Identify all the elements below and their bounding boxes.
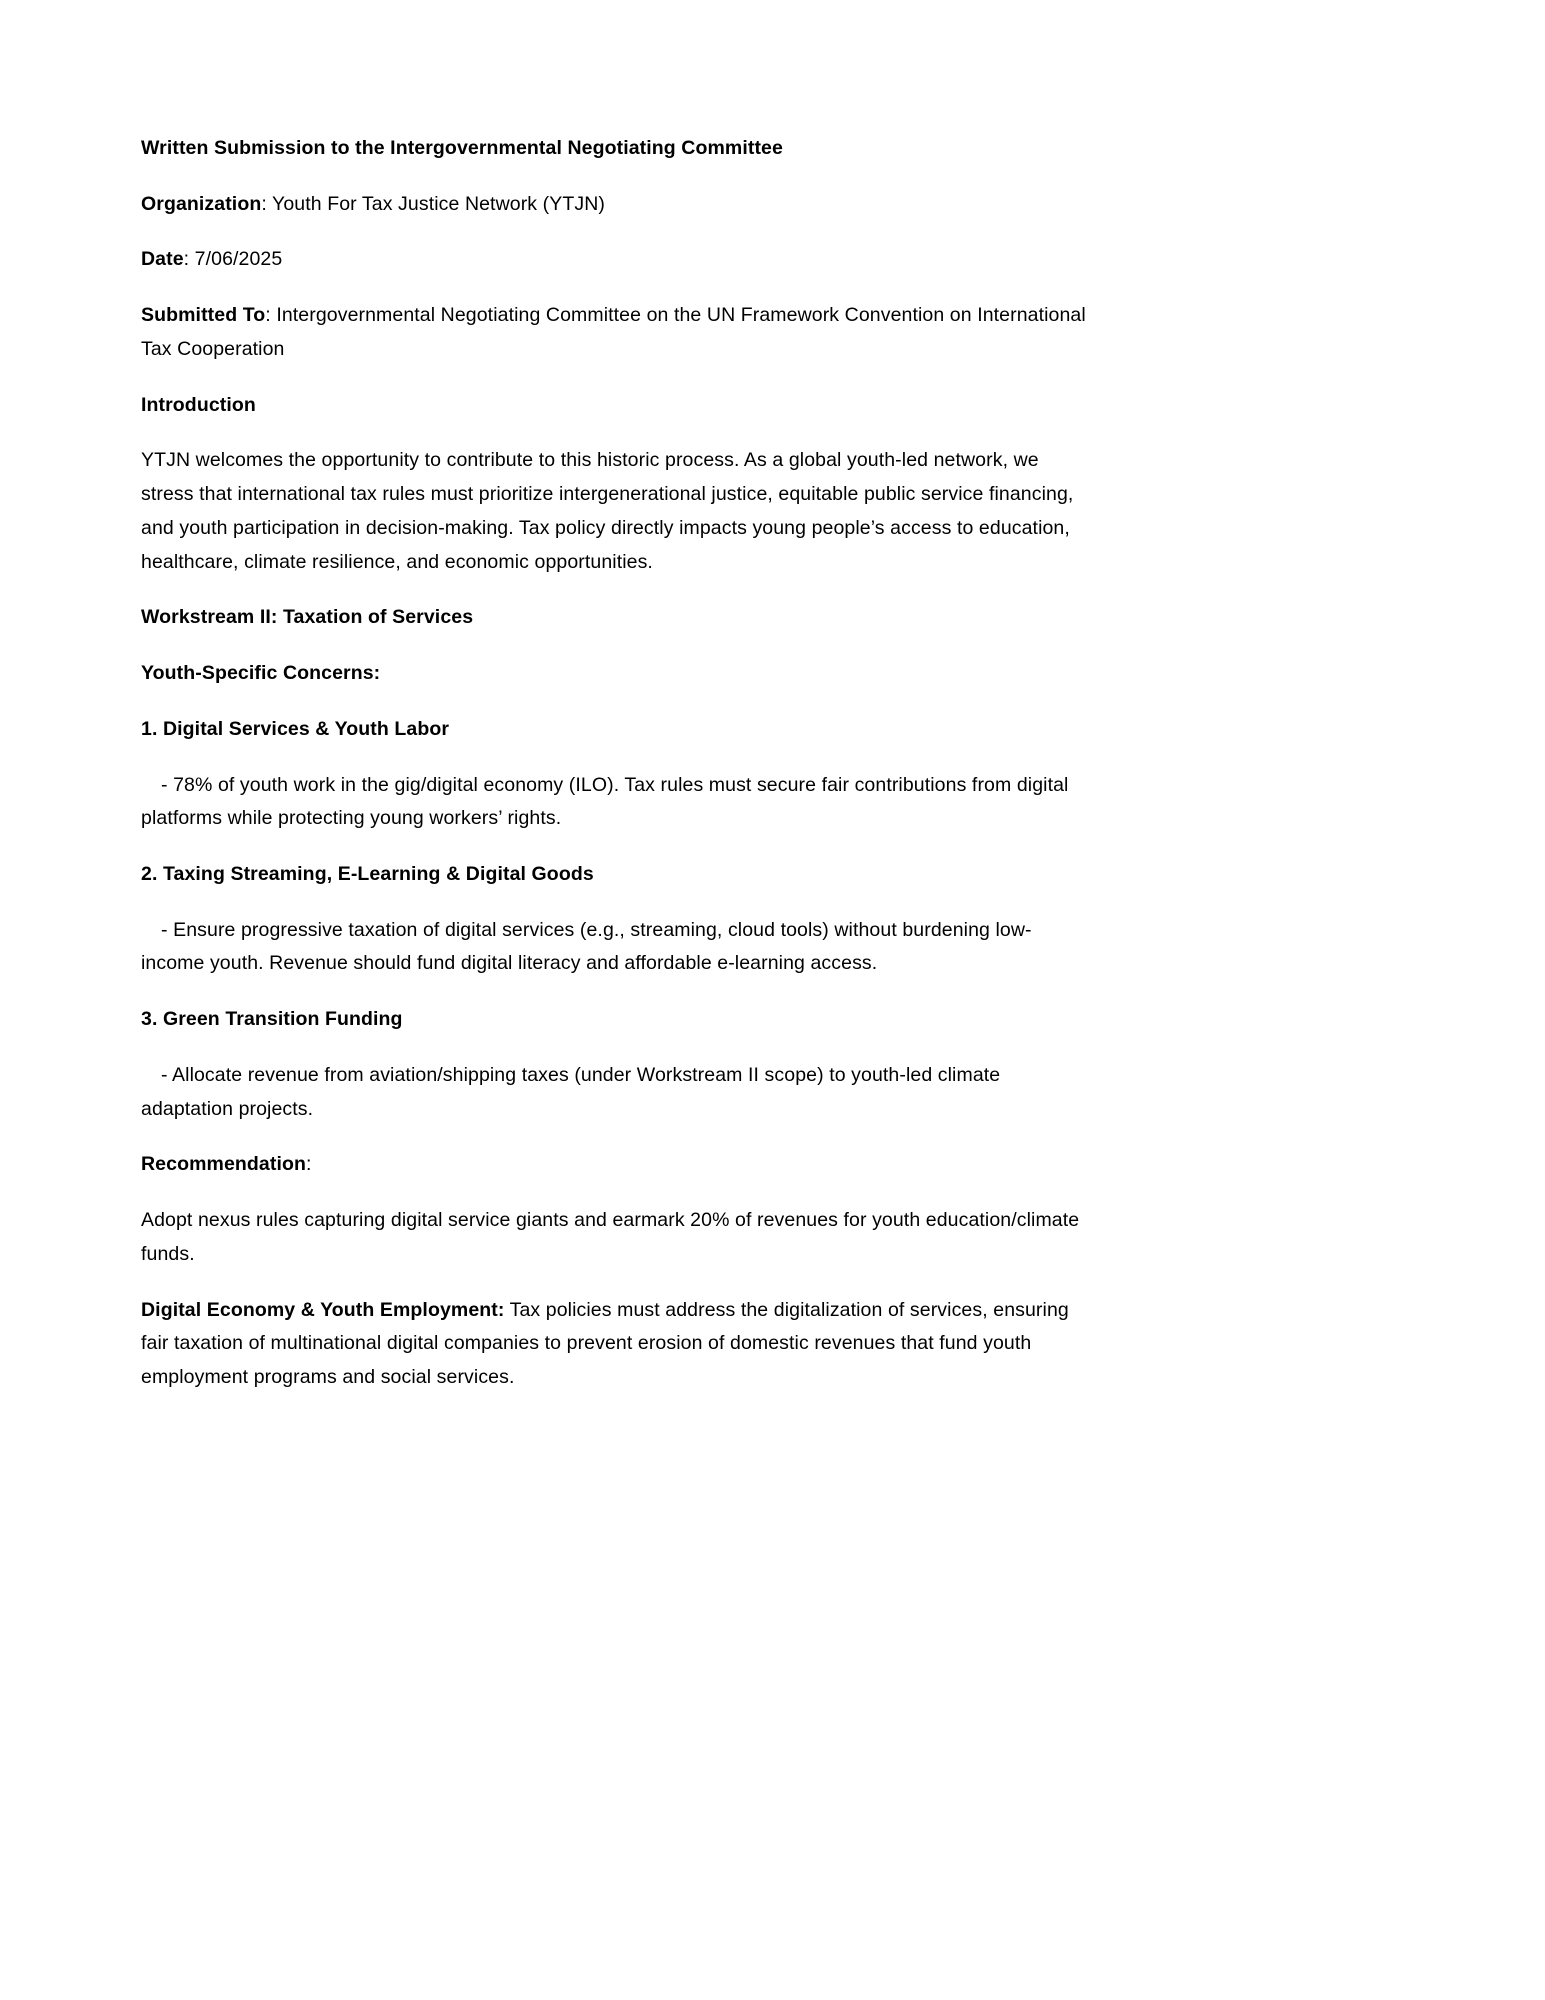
concern-1-heading: 1. Digital Services & Youth Labor (141, 717, 450, 740)
organization-value: : Youth For Tax Justice Network (YTJN) (261, 192, 605, 215)
closing-body: Tax policies must address the digitalization of services, ensuring fair taxation of multinational digital companies to prevent erosion of domestic revenues that fund youth employment programs and social services. (141, 1298, 1069, 1389)
introduction-body: YTJN welcomes the opportunity to contribute to this historic process. As a global youth-led network, we stress that international tax rules must prioritize intergenerational justice, equitable public service financing, and youth participation in decision-making. Tax policy directly impacts young people’s access to education, healthcare, climate resilience, and economic opportunities. (141, 449, 1074, 573)
date-value: : 7/06/2025 (183, 248, 283, 271)
concern-3-heading: 3. Green Transition Funding (141, 1008, 403, 1031)
youth-specific-concerns-heading: Youth-Specific Concerns: (141, 662, 381, 685)
date-line (141, 243, 1088, 277)
recommendation-body: Adopt nexus rules capturing digital service giants and earmark 20% of revenues for youth education/climate funds. (141, 1209, 1080, 1265)
organization-line (141, 188, 1088, 222)
document-title: Written Submission to the Intergovernmental Negotiating Committee (141, 137, 783, 159)
organization-label: Organization (141, 192, 262, 215)
introduction-heading: Introduction (141, 393, 256, 416)
document-content (141, 132, 1088, 1417)
closing-paragraph (141, 1294, 1088, 1395)
workstream-heading: Workstream II: Taxation of Services (141, 606, 474, 629)
recommendation-label-suffix: : (305, 1153, 312, 1176)
recommendation-heading (141, 1148, 1088, 1182)
submitted-to-label: Submitted To (141, 304, 266, 327)
submitted-to-line (141, 299, 1088, 366)
recommendation-label: Recommendation (141, 1153, 306, 1176)
submitted-to-value: : Intergovernmental Negotiating Committee on the UN Framework Convention on International Tax Cooperation (141, 304, 1086, 360)
date-label: Date (141, 248, 184, 271)
closing-label: Digital Economy & Youth Employment: (141, 1298, 505, 1321)
concern-1-body: - 78% of youth work in the gig/digital economy (ILO). Tax rules must secure fair contributions from digital platforms while protecting young workers’ rights. (141, 773, 1069, 830)
concern-3-body: - Allocate revenue from aviation/shipping taxes (under Workstream II scope) to youth-led climate adaptation projects. (141, 1063, 1001, 1120)
concern-2-body: - Ensure progressive taxation of digital services (e.g., streaming, cloud tools) without burdening low-income youth. Revenue should fund digital literacy and affordable e-learning access. (141, 918, 1032, 975)
concern-2-heading: 2. Taxing Streaming, E-Learning & Digital Goods (141, 863, 594, 886)
